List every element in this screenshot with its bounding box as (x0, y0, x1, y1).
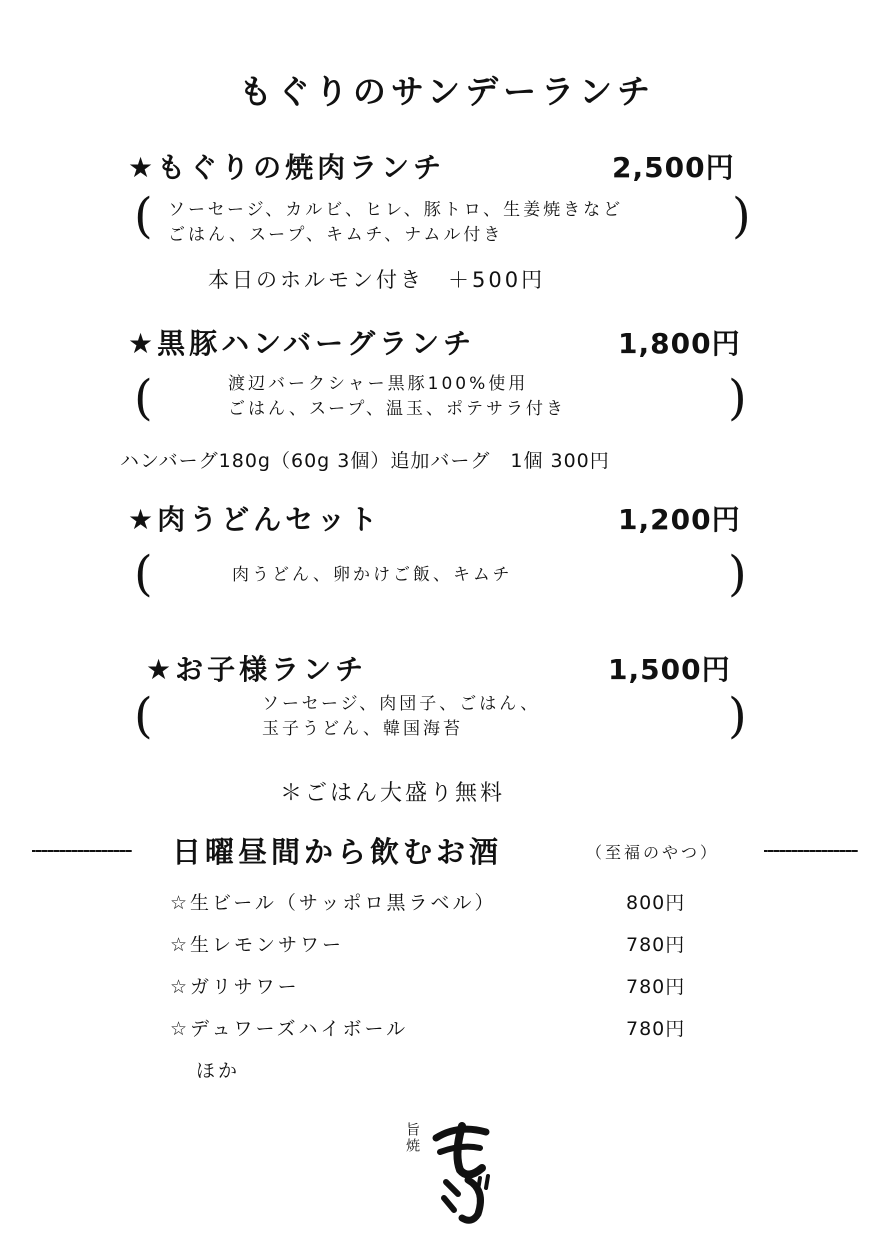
logo-brush-mark (428, 1118, 498, 1228)
menu-title: もぐりのサンデーランチ (238, 72, 656, 111)
left-paren: ( (134, 370, 153, 426)
item-name: ★お子様ランチ (146, 653, 368, 686)
right-paren: ) (732, 188, 751, 244)
item-name: ★もぐりの焼肉ランチ (128, 151, 446, 184)
drinks-title: 日曜昼間から飲むお酒 (172, 835, 503, 869)
drink-price: 780円 (626, 1018, 686, 1040)
right-paren: ) (728, 688, 747, 744)
shop-logo (400, 1118, 500, 1228)
left-paren: ( (134, 546, 153, 602)
drink-price: 800円 (626, 892, 686, 914)
item-description: ソーセージ、肉団子、ごはん、 玉子うどん、韓国海苔 (262, 694, 541, 739)
left-paren: ( (134, 188, 153, 244)
drinks-subtitle: （至福のやつ） (586, 843, 720, 862)
right-paren: ) (728, 370, 747, 426)
right-paren: ) (728, 546, 747, 602)
drinks-other: ほか (196, 1060, 241, 1082)
item-price: 2,500円 (612, 151, 735, 184)
item-name: ★肉うどんセット (128, 503, 382, 536)
divider-right (764, 850, 858, 852)
item-description: 肉うどん、卵かけご飯、キムチ (232, 565, 513, 585)
drink-price: 780円 (626, 934, 686, 956)
rice-note: ＊ごはん大盛り無料 (280, 781, 506, 806)
item-name: ★黒豚ハンバーグランチ (128, 327, 476, 360)
item-description: 渡辺バークシャー黒豚100%使用 ごはん、スープ、温玉、ポテサラ付き (228, 374, 566, 419)
drink-name: ☆デュワーズハイボール (170, 1018, 409, 1040)
drink-price: 780円 (626, 976, 686, 998)
item-note: 本日のホルモン付き ＋500円 (208, 268, 546, 292)
item-note: ハンバーグ180g（60g 3個）追加バーグ 1個 300円 (120, 450, 610, 472)
divider-left (32, 850, 132, 852)
drink-name: ☆ガリサワー (170, 976, 300, 998)
item-description: ソーセージ、カルビ、ヒレ、豚トロ、生姜焼きなど ごはん、スープ、キムチ、ナムル付き (168, 200, 624, 245)
drink-name: ☆生ビール（サッポロ黒ラベル） (170, 892, 497, 914)
item-price: 1,500円 (608, 653, 731, 686)
logo-small-text: 旨焼 (404, 1122, 420, 1154)
item-price: 1,800円 (618, 327, 741, 360)
left-paren: ( (134, 688, 153, 744)
item-price: 1,200円 (618, 503, 741, 536)
drink-name: ☆生レモンサワー (170, 934, 345, 956)
